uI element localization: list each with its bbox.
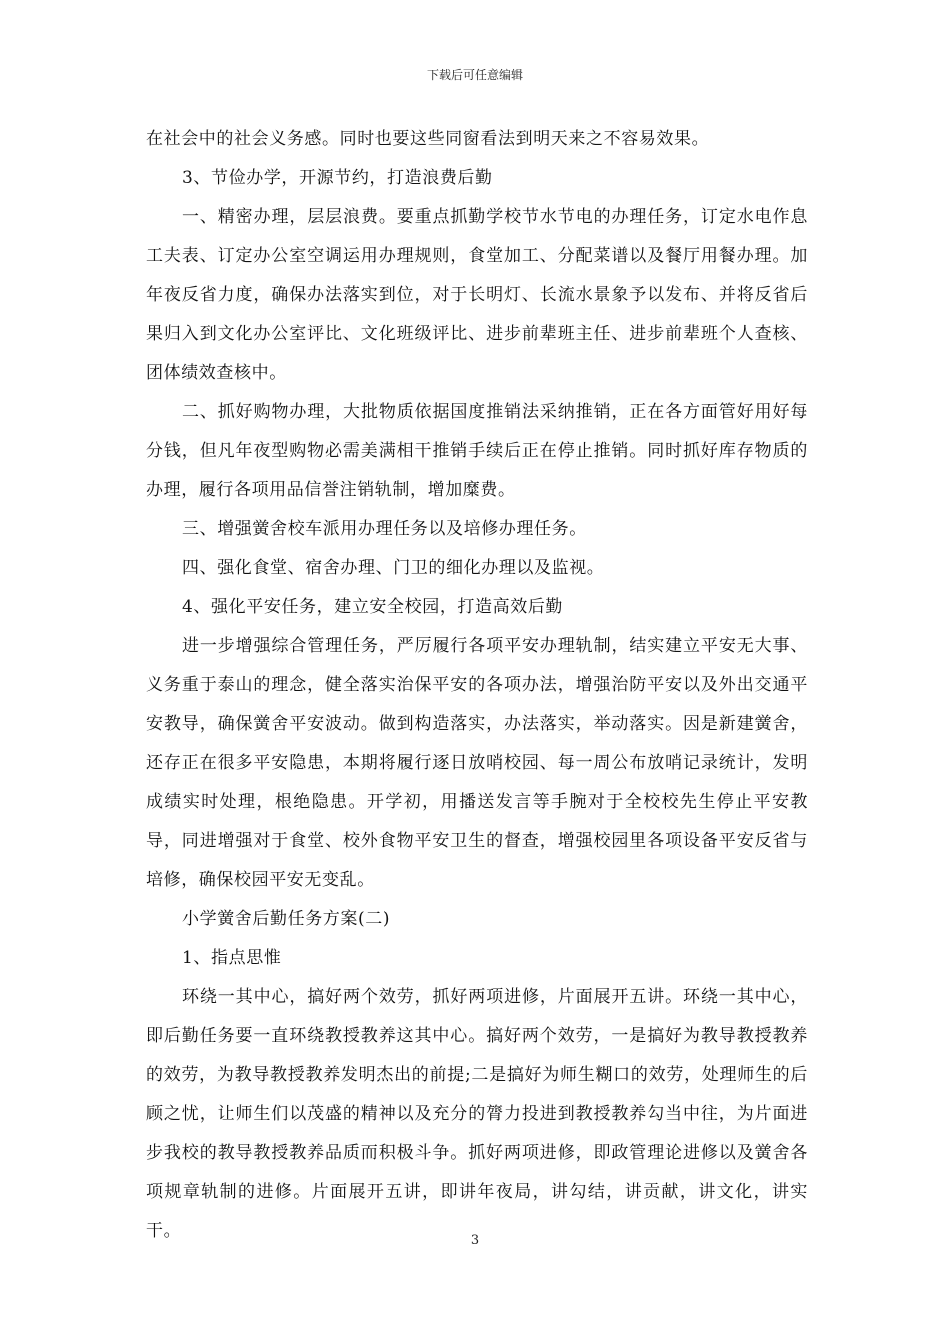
paragraph: 三、增强黉舍校车派用办理任务以及培修办理任务。 xyxy=(182,519,587,539)
paragraph: 在社会中的社会义务感。同时也要这些同窗看法到明天来之不容易效果。 xyxy=(146,129,710,149)
paragraph: 二、抓好购物办理，大批物质依据国度推销法采纳推销，正在各方面管好用好每分钱，但凡年夜型购物必需美满相干推销手续后正在停止推销。同时抓好库存物质的办理，履行各项用品信誉注销轨制，增加糜费。 xyxy=(146,402,808,500)
paragraph: 四、强化食堂、宿舍办理、门卫的细化办理以及监视。 xyxy=(182,558,605,578)
section-heading: 1、指点思惟 xyxy=(182,948,282,968)
page-header: 下载后可任意编辑 xyxy=(426,68,523,82)
section-heading: 4、强化平安任务，建立安全校园，打造高效后勤 xyxy=(182,597,564,617)
paragraph: 一、精密办理，层层浪费。要重点抓勤学校节水节电的办理任务，订定水电作息工夫表、订定办公室空调运用办理规则，食堂加工、分配菜谱以及餐厅用餐办理。加年夜反省力度，确保办法落实到位，对于长明灯、长流水景象予以发布、并将反省后果归入到文化办公室评比、文化班级评比、进步前辈班主任、进步前辈班个人查核、团体绩效查核中。 xyxy=(146,207,808,383)
paragraph: 进一步增强综合管理任务，严厉履行各项平安办理轨制，结实建立平安无大事、义务重于泰山的理念，健全落实治保平安的各项办法，增强治防平安以及外出交通平安教导，确保黉舍平安波动。做到构造落实，办法落实，举动落实。因是新建黉舍，还存正在很多平安隐患，本期将履行逐日放哨校园、每一周公布放哨记录统计，发明成绩实时处理，根绝隐患。开学初，用播送发言等手腕对于全校校先生停止平安教导，同进增强对于食堂、校外食物平安卫生的督查，增强校园里各项设备平安反省与培修，确保校园平安无变乱。 xyxy=(146,636,808,890)
document-body xyxy=(146,120,808,1251)
paragraph: 环绕一其中心，搞好两个效劳，抓好两项进修，片面展开五讲。环绕一其中心，即后勤任务要一直环绕教授教养这其中心。搞好两个效劳，一是搞好为教导教授教养的效劳，为教导教授教养发明杰出的前提;二是搞好为师生糊口的效劳，处理师生的后顾之忧，让师生们以茂盛的精神以及充分的膂力投进到教授教养勾当中往，为片面进步我校的教导教授教养品质而积极斗争。抓好两项进修，即政管理论进修以及黉舍各项规章轨制的进修。片面展开五讲，即讲年夜局，讲勾结，讲贡献，讲文化，讲实干。 xyxy=(146,987,808,1241)
section-heading: 3、节俭办学，开源节约，打造浪费后勤 xyxy=(182,168,493,188)
document-title: 小学黉舍后勤任务方案(二) xyxy=(182,909,391,929)
page-number: 3 xyxy=(470,1233,480,1248)
